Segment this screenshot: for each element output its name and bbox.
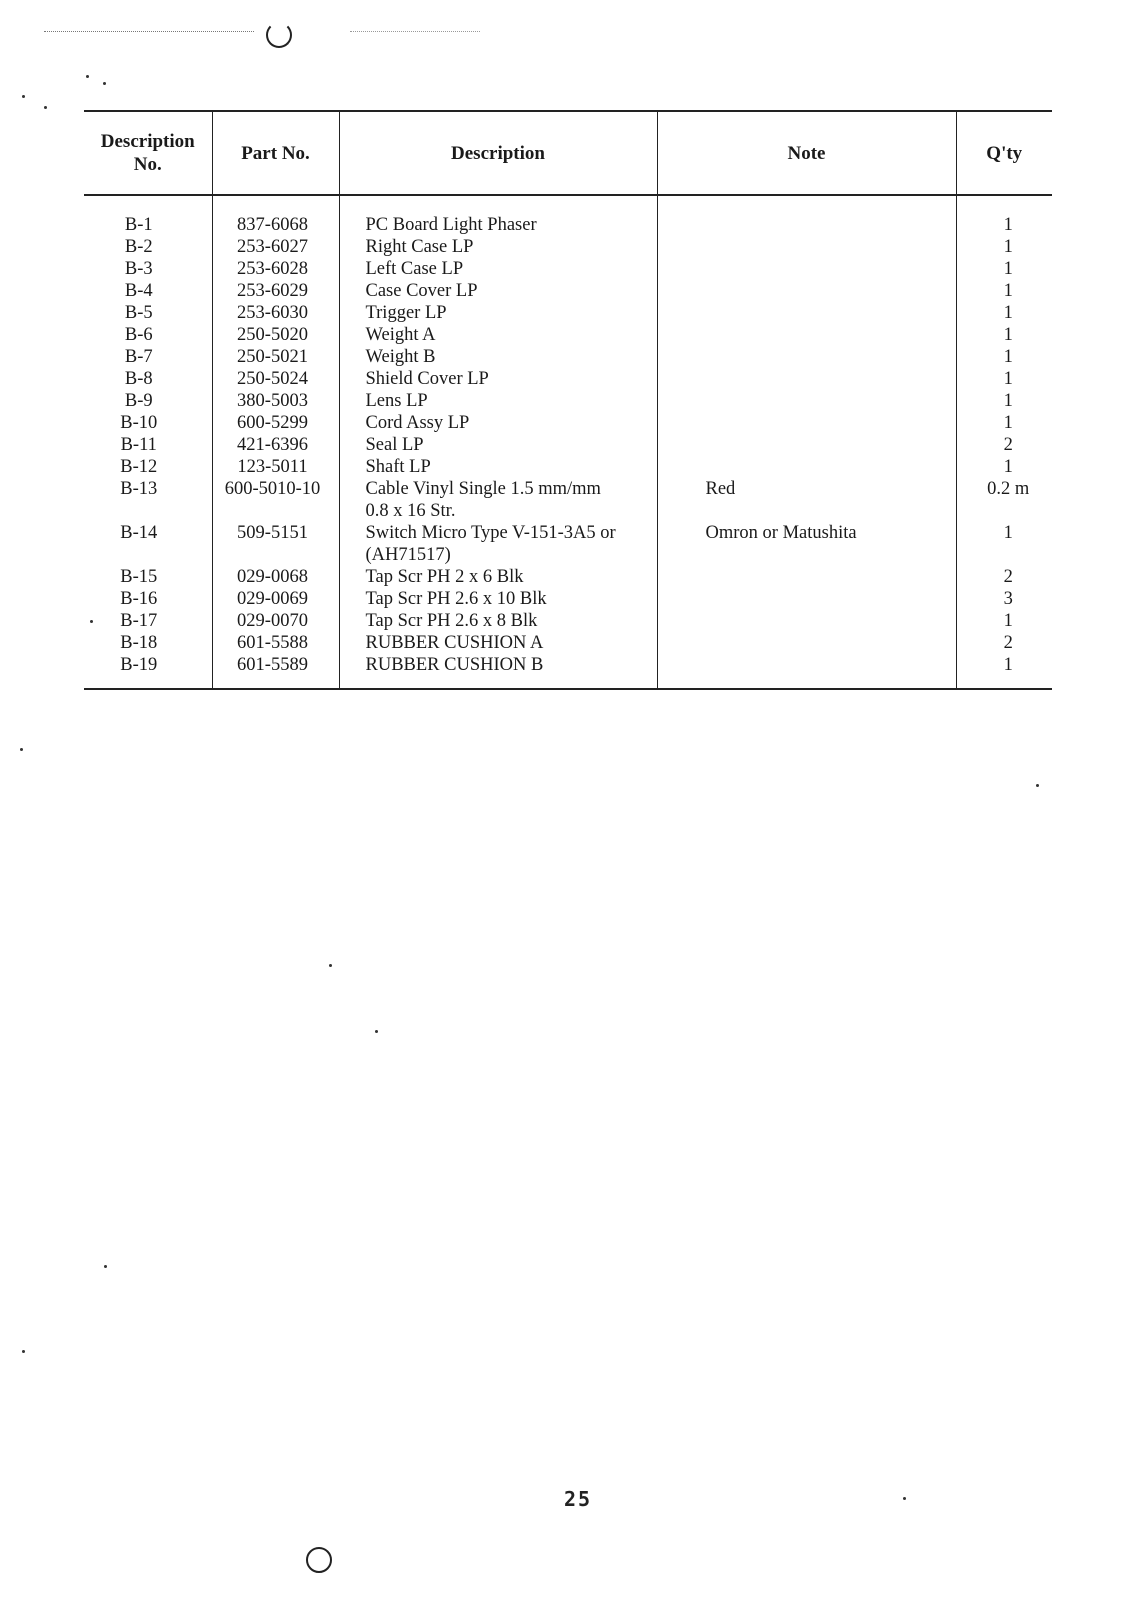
cell-part-no: 250-5024 (212, 368, 339, 390)
cell-description (339, 324, 657, 346)
cell-description-no: B-6 (124, 325, 153, 345)
cell-description (339, 258, 657, 280)
cell-qty: 1 (956, 214, 1052, 236)
description-line: Trigger LP (365, 303, 447, 323)
cell-note (657, 456, 956, 478)
cell-description-no: B-7 (124, 347, 153, 367)
table-row (84, 654, 1052, 676)
cell-qty: 2 (956, 434, 1052, 456)
cell-qty: 1 (956, 324, 1052, 346)
cell-note (657, 434, 956, 456)
scan-artifact-line (350, 31, 480, 32)
description-line: Cable Vinyl Single 1.5 mm/mm (365, 479, 601, 499)
binder-hole-icon (266, 22, 292, 48)
cell-note (657, 346, 956, 368)
description-line: Shield Cover LP (365, 369, 489, 389)
scan-speck (103, 82, 106, 85)
description-line: Weight B (365, 347, 436, 367)
table-spacer-row (84, 195, 1052, 214)
cell-part-no: 837-6068 (212, 214, 339, 236)
cell-description-no: B-16 (120, 589, 158, 609)
cell-description (339, 522, 657, 566)
cell-part-no: 253-6030 (212, 302, 339, 324)
cell-note (657, 236, 956, 258)
cell-part-no: 029-0070 (212, 610, 339, 632)
cell-description (339, 412, 657, 434)
table-row (84, 258, 1052, 280)
cell-note (657, 566, 956, 588)
cell-description (339, 456, 657, 478)
table-row (84, 280, 1052, 302)
cell-qty: 1 (956, 236, 1052, 258)
description-line: Seal LP (365, 435, 424, 455)
scan-speck (1036, 784, 1039, 787)
cell-qty: 1 (956, 390, 1052, 412)
scan-speck (22, 1350, 25, 1353)
cell-qty: 1 (956, 522, 1052, 566)
description-line: Lens LP (365, 391, 428, 411)
header-part-no: Part No. (212, 111, 339, 195)
cell-note (657, 588, 956, 610)
cell-part-no: 601-5589 (212, 654, 339, 676)
header-description: Description (339, 111, 657, 195)
cell-qty: 2 (956, 632, 1052, 654)
cell-description-no: B-13 (120, 479, 158, 499)
cell-note (657, 412, 956, 434)
page-number: 25 (563, 1487, 593, 1511)
cell-qty: 3 (956, 588, 1052, 610)
cell-description-no: B-11 (120, 435, 157, 455)
header-qty: Q'ty (956, 111, 1052, 195)
cell-note (657, 324, 956, 346)
cell-part-no: 600-5010-10 (212, 478, 339, 522)
table-row (84, 368, 1052, 390)
cell-description-no: B-10 (120, 413, 158, 433)
cell-note (657, 654, 956, 676)
cell-qty: 1 (956, 368, 1052, 390)
table-header-row (84, 111, 1052, 195)
table-row (84, 588, 1052, 610)
cell-description-no: B-19 (120, 655, 158, 675)
scan-speck (86, 75, 89, 78)
table-row (84, 434, 1052, 456)
table-row (84, 478, 1052, 522)
cell-description (339, 346, 657, 368)
description-line: Tap Scr PH 2.6 x 10 Blk (365, 589, 547, 609)
cell-part-no: 601-5588 (212, 632, 339, 654)
cell-description-no: B-14 (120, 523, 158, 543)
cell-description (339, 214, 657, 236)
table-row (84, 456, 1052, 478)
cell-part-no: 029-0068 (212, 566, 339, 588)
cell-description (339, 588, 657, 610)
cell-description-no: B-8 (124, 369, 153, 389)
cell-description-no: B-15 (120, 567, 158, 587)
table-row (84, 610, 1052, 632)
cell-note (657, 610, 956, 632)
table-row (84, 236, 1052, 258)
description-line-2: (AH71517) (365, 545, 451, 565)
table-spacer-row (84, 676, 1052, 689)
cell-qty: 1 (956, 456, 1052, 478)
cell-description (339, 478, 657, 522)
cell-note (657, 302, 956, 324)
binder-hole-icon (306, 1547, 332, 1573)
description-line: Cord Assy LP (365, 413, 470, 433)
cell-qty: 1 (956, 610, 1052, 632)
description-line: Left Case LP (365, 259, 464, 279)
cell-note (657, 390, 956, 412)
cell-note: Omron or Matushita (657, 522, 956, 566)
cell-qty: 1 (956, 346, 1052, 368)
cell-part-no: 380-5003 (212, 390, 339, 412)
cell-description (339, 236, 657, 258)
table-row (84, 632, 1052, 654)
header-note: Note (657, 111, 956, 195)
description-line: Right Case LP (365, 237, 474, 257)
table-row (84, 566, 1052, 588)
description-line: Shaft LP (365, 457, 431, 477)
cell-part-no: 250-5021 (212, 346, 339, 368)
table-row (84, 324, 1052, 346)
scan-speck (44, 106, 47, 109)
scan-speck (375, 1030, 378, 1033)
cell-description-no: B-2 (124, 237, 153, 257)
table-row (84, 412, 1052, 434)
description-line: PC Board Light Phaser (365, 215, 537, 235)
scan-speck (104, 1265, 107, 1268)
description-line: Tap Scr PH 2.6 x 8 Blk (365, 611, 538, 631)
cell-description-no: B-9 (124, 391, 153, 411)
cell-qty: 1 (956, 412, 1052, 434)
cell-description (339, 654, 657, 676)
cell-note (657, 368, 956, 390)
cell-description (339, 368, 657, 390)
cell-qty: 1 (956, 302, 1052, 324)
cell-part-no: 250-5020 (212, 324, 339, 346)
scan-speck (22, 95, 25, 98)
cell-note (657, 632, 956, 654)
cell-qty: 1 (956, 258, 1052, 280)
header-description-no: Description No. (100, 131, 195, 175)
scan-speck (329, 964, 332, 967)
cell-part-no: 600-5299 (212, 412, 339, 434)
cell-description-no: B-4 (124, 281, 153, 301)
scan-artifact-line (44, 31, 254, 32)
cell-description-no: B-1 (124, 215, 153, 235)
description-line: RUBBER CUSHION B (365, 655, 544, 675)
description-line-2: 0.8 x 16 Str. (365, 501, 456, 521)
cell-part-no: 123-5011 (212, 456, 339, 478)
cell-description (339, 434, 657, 456)
table-row (84, 302, 1052, 324)
cell-description (339, 566, 657, 588)
table-row (84, 390, 1052, 412)
description-line: Switch Micro Type V-151-3A5 or (365, 523, 616, 543)
description-line: Case Cover LP (365, 281, 478, 301)
scan-speck (20, 748, 23, 751)
cell-qty: 0.2 m (956, 478, 1052, 522)
cell-part-no: 421-6396 (212, 434, 339, 456)
cell-part-no: 253-6027 (212, 236, 339, 258)
description-line: Weight A (365, 325, 436, 345)
cell-description-no: B-12 (120, 457, 158, 477)
table-row (84, 522, 1052, 566)
cell-note (657, 280, 956, 302)
cell-qty: 1 (956, 280, 1052, 302)
cell-part-no: 253-6029 (212, 280, 339, 302)
cell-qty: 1 (956, 654, 1052, 676)
cell-note (657, 258, 956, 280)
cell-description-no: B-5 (124, 303, 153, 323)
description-line: Tap Scr PH 2 x 6 Blk (365, 567, 524, 587)
table-row (84, 214, 1052, 236)
parts-list-table (84, 110, 1052, 690)
cell-part-no: 029-0069 (212, 588, 339, 610)
cell-description (339, 610, 657, 632)
cell-description-no: B-17 (120, 611, 158, 631)
table-row (84, 346, 1052, 368)
cell-note (657, 214, 956, 236)
cell-description (339, 632, 657, 654)
description-line: RUBBER CUSHION A (365, 633, 544, 653)
cell-description-no: B-3 (124, 259, 153, 279)
cell-description (339, 390, 657, 412)
cell-description-no: B-18 (120, 633, 158, 653)
cell-qty: 2 (956, 566, 1052, 588)
cell-part-no: 509-5151 (212, 522, 339, 566)
cell-part-no: 253-6028 (212, 258, 339, 280)
cell-description (339, 302, 657, 324)
cell-note: Red (657, 478, 956, 522)
cell-description (339, 280, 657, 302)
scan-speck (903, 1497, 906, 1500)
